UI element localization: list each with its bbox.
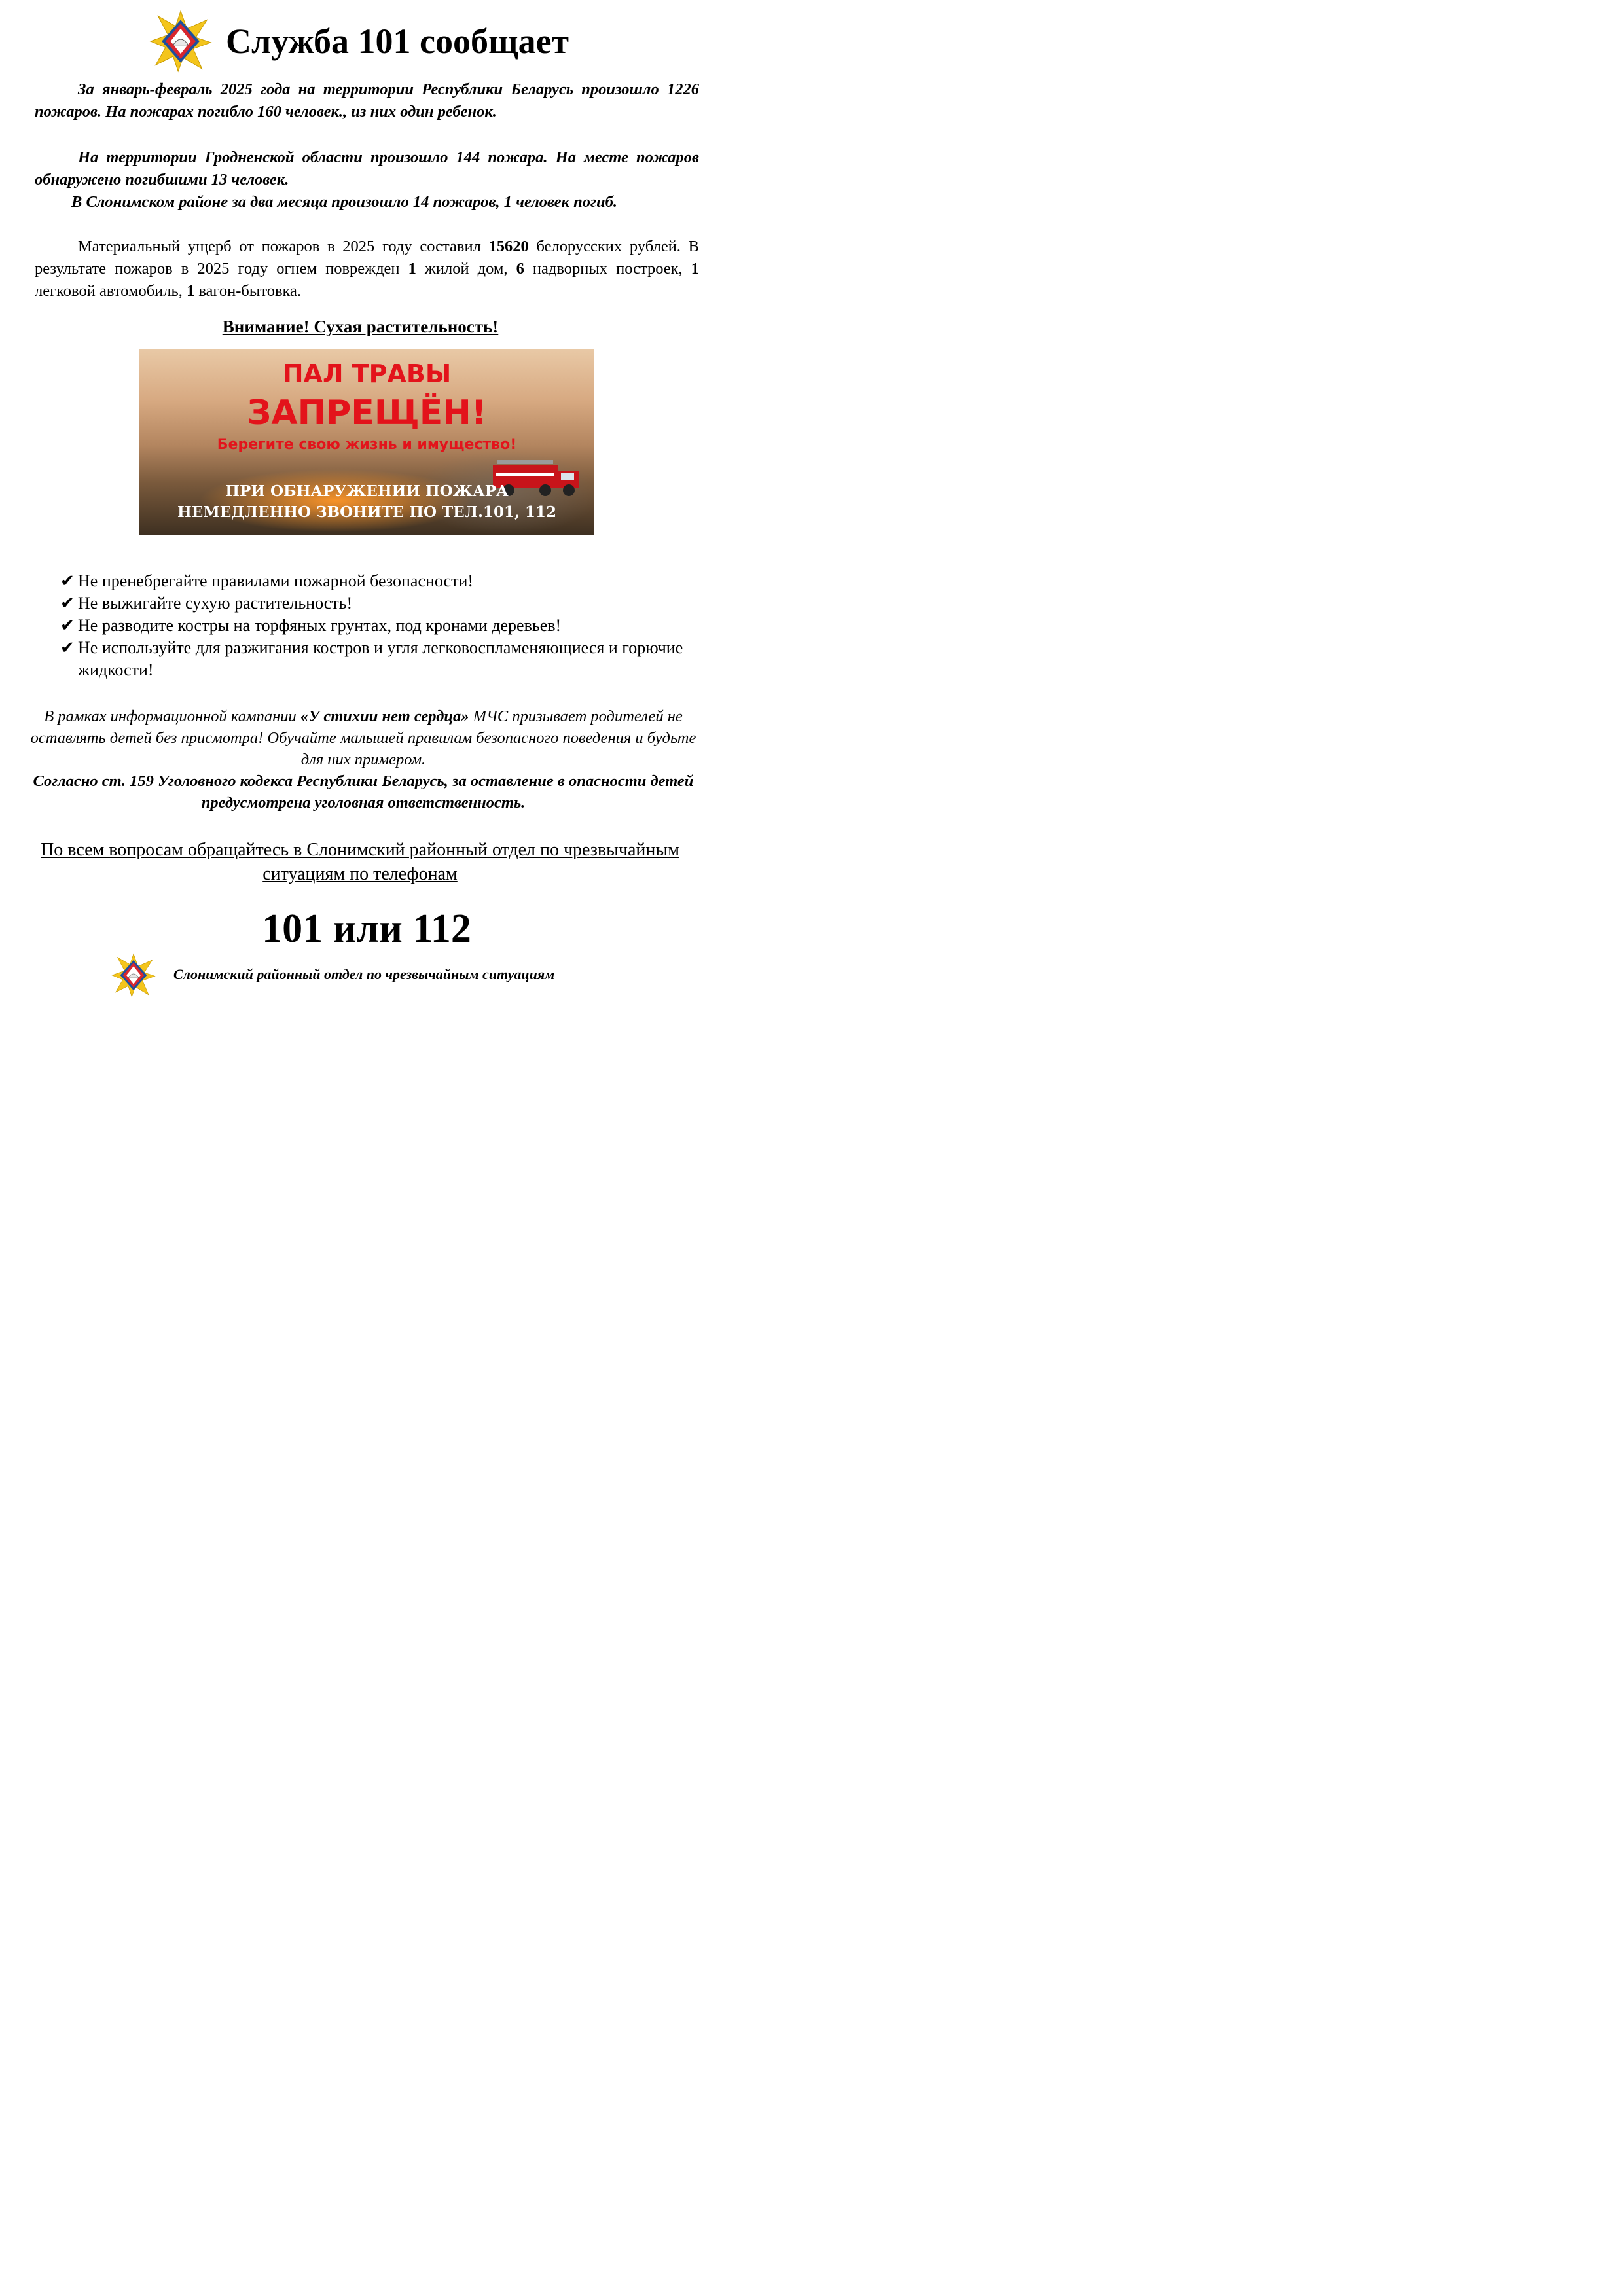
rule-text: Не пренебрегайте правилами пожарной безопасности! [78,571,474,590]
damage-amount: 15620 [488,238,529,255]
checkmark-icon: ✔ [60,616,75,635]
page-title: Служба 101 сообщает [226,22,569,61]
damage-text: вагон-бытовка. [194,282,302,300]
damage-text: Материальный ущерб от пожаров в 2025 году составил [78,238,489,255]
rule-text: Не разводите костры на торфяных грунтах, под кронами деревьев! [78,616,562,635]
checkmark-icon: ✔ [60,638,75,657]
list-item [60,637,708,681]
damage-wagons-count: 1 [186,282,195,300]
damage-paragraph [35,236,699,302]
contact-text: По всем вопросам обращайтесь в Слонимский районный отдел по чрезвычайным ситуациям по телефонам [41,840,679,884]
damage-text: легковой автомобиль, [35,282,187,300]
rule-text: Не выжигайте сухую растительность! [78,594,353,613]
damage-outbuildings-count: 6 [516,260,524,278]
mchs-emblem-icon [111,953,156,997]
list-item [60,570,708,592]
banner-call-line2: НЕМЕДЛЕННО ЗВОНИТЕ ПО ТЕЛ.101, 112 [177,503,557,521]
safety-rules-list [60,570,708,681]
checkmark-icon: ✔ [60,571,75,590]
grass-burning-banner [139,349,594,535]
stats-republic: За январь-февраль 2025 года на территории Республики Беларусь произошло 1226 пожаров. На пожарах погибло 160 человек., из них один ребенок. [35,81,699,120]
stats-grodno: На территории Гродненской области произошло 144 пожара. На месте пожаров обнаружено погибшими 13 человек. [35,149,699,188]
list-item [60,615,708,637]
stats-slonim: В Слонимском районе за два месяца произошло 14 пожаров, 1 человек погиб. [71,193,617,211]
damage-text: белорусских рублей. В результате пожаров в 2025 году огнем поврежден [35,238,699,278]
damage-text: жилой дом, [416,260,516,278]
banner-headline: ПАЛ ТРАВЫ [282,359,452,388]
banner-call-line1: ПРИ ОБНАРУЖЕНИИ ПОЖАРА [225,482,509,500]
campaign-text: В рамках информационной кампании [44,708,300,725]
checkmark-icon: ✔ [60,594,75,613]
attention-heading: Внимание! Сухая растительность! [222,317,499,336]
banner-prohibited: ЗАПРЕЩЁН! [247,393,487,433]
campaign-paragraph [26,706,700,814]
banner-slogan: Берегите свою жизнь и имущество! [217,437,517,453]
damage-cars-count: 1 [691,260,699,278]
campaign-text: МЧС призывает родителей не оставлять детей без присмотра! Обучайте малышей правилам безопасного поведения и будьте для них примером. [30,708,696,768]
campaign-name: «У стихии нет сердца» [300,708,469,725]
footer-organization: Слонимский районный отдел по чрезвычайным ситуациям [173,966,555,982]
campaign-law: Согласно ст. 159 Уголовного кодекса Республики Беларусь, за оставление в опасности детей предусмотрена уголовная ответственность. [33,772,694,812]
list-item [60,592,708,615]
rule-text: Не используйте для разжигания костров и угля легковоспламеняющиеся и горючие жидкости! [78,638,683,679]
phone-numbers: 101 или 112 [262,906,471,951]
mchs-emblem-icon [149,10,212,73]
damage-text: надворных построек, [524,260,691,278]
damage-houses-count: 1 [408,260,416,278]
